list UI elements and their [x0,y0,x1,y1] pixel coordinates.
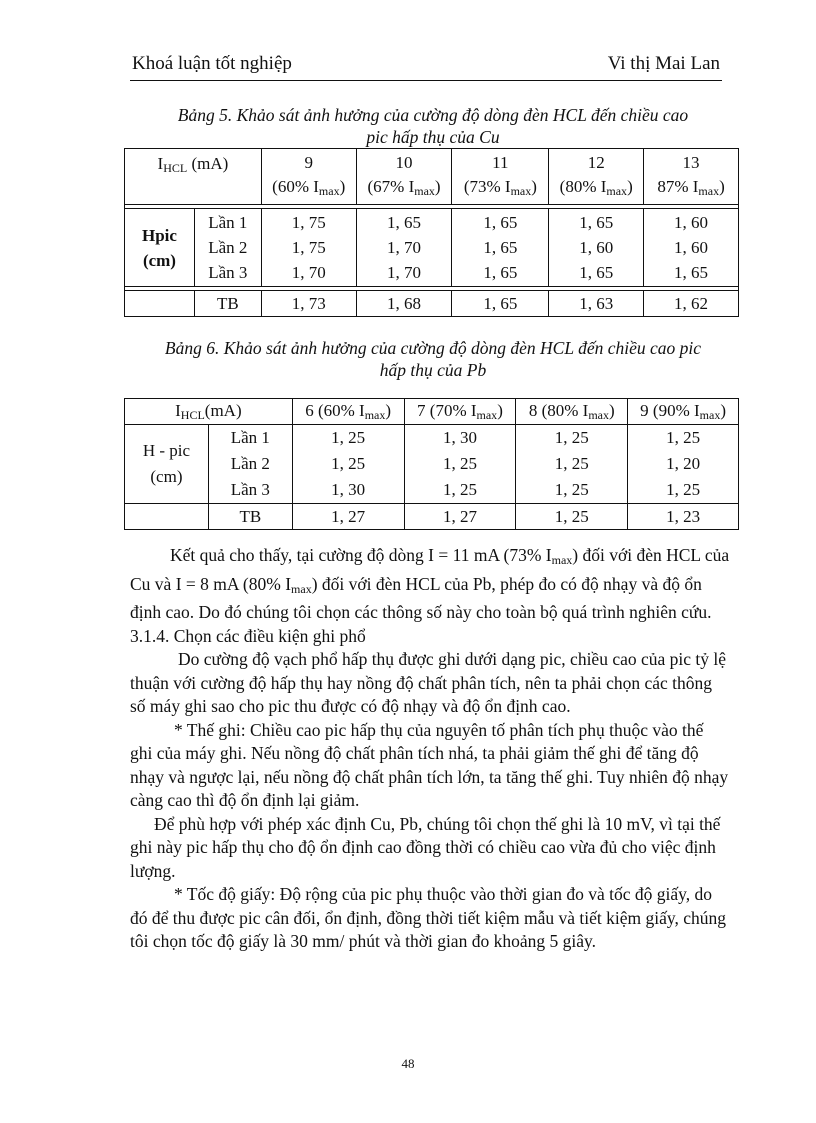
table5-col-note [646,175,736,203]
col-pre: 9 (90% I [640,400,700,420]
run-label: Lần 1 [208,213,248,232]
table6-corner-sub: HCL [180,407,205,422]
table5-col-value: 11 [492,152,509,172]
col-post: ) [720,400,726,420]
col-sub: max [476,407,498,422]
table6-average-value: 1, 25 [516,504,628,530]
note-post: ) [627,176,633,196]
run-label: Lần 3 [208,263,248,282]
run-label: Lần 1 [230,428,270,447]
table5-average-label: TB [194,291,261,317]
table5-average-value: 1, 65 [452,291,549,317]
value: 1, 65 [483,213,518,232]
table5-corner-cell [125,149,262,205]
value: 1, 75 [291,213,326,232]
value: 1, 75 [291,238,326,257]
table5-average-blank [125,291,195,317]
table6-run-labels [208,425,292,504]
table6-value-cell [628,425,739,504]
note-post: ) [719,176,725,196]
table6-runs-row [125,425,739,504]
value: 1, 70 [387,263,422,282]
table5-col-note [551,175,641,203]
table6 [124,398,739,530]
p1-sub2: max [291,581,312,596]
table6-average-label: TB [208,504,292,530]
value: 1, 65 [387,213,422,232]
note-sub: max [414,183,435,198]
note-pre: 87% I [657,176,699,196]
value: 1, 25 [554,428,589,447]
col-pre: 7 (70% I [417,400,477,420]
section-heading: 3.1.4. Chọn các điều kiện ghi phổ [130,625,366,646]
row-group-label-line2: (cm) [150,467,183,486]
col-pre: 6 (60% I [305,400,365,420]
note-sub: max [606,183,628,198]
p1-a: Kết quả cho thấy, tại cường độ dòng I = 11 mA (73% I [170,545,552,565]
value: 1, 60 [674,238,709,257]
note-post: ) [434,176,441,196]
value: 1, 60 [579,238,614,257]
table6-average-blank [125,504,209,530]
table6-caption-line2: hấp thụ của Pb [379,360,487,380]
value: 1, 25 [442,480,477,499]
row-group-label-line1: H - pic [142,441,191,460]
table6-average-value: 1, 23 [628,504,739,530]
value: 1, 65 [674,263,709,282]
value: 1, 60 [674,213,709,232]
table5-runs-row [125,209,739,287]
table5-corner-unit: (mA) [187,154,229,173]
table5-caption [130,104,736,148]
table5-header-row [125,149,739,205]
table6-caption [130,337,736,381]
header-rule [130,80,722,81]
table6-average-value: 1, 27 [292,504,404,530]
table5-col-header [356,149,452,205]
table6-caption-line1: Bảng 6. Khảo sát ảnh hưởng của cường độ dòng đèn HCL đến chiều cao pic [164,338,702,358]
row-group-label-line1: Hpic [141,225,177,245]
table5-value-cell [644,209,739,287]
table5-col-value: 9 [304,152,313,172]
p1-c: ) đối với đèn HCL của Pb, phép đo có độ nhạy và độ ổn định cao. Do đó chúng tôi chọn các thông số này cho toàn bộ quá trình nghiên cứu. [130,573,712,622]
table6-col-header [404,399,516,425]
running-header-author: Vi thị Mai Lan [607,53,720,74]
note-pre: (67% I [367,176,415,196]
table5-corner-label: I [157,154,164,173]
table5-average-row [125,291,739,317]
table5-average-value: 1, 68 [356,291,452,317]
table5-value-cell [261,209,356,287]
table5-run-labels [194,209,261,287]
table5-average-value: 1, 63 [549,291,644,317]
value: 1, 25 [331,428,366,447]
table5-caption-line2: pic hấp thụ của Cu [366,127,500,147]
table6-corner-unit: (mA) [204,400,242,420]
table5-row-group-label [125,209,195,287]
table5-col-value: 13 [682,152,700,172]
table5 [124,148,739,317]
note-sub: max [698,183,720,198]
note-pre: (80% I [559,176,607,196]
value: 1, 70 [291,263,326,282]
value: 1, 25 [666,480,701,499]
value: 1, 65 [579,263,614,282]
value: 1, 25 [331,454,366,473]
table5-col-header [549,149,644,205]
value: 1, 70 [387,238,422,257]
page-number: 48 [401,1056,415,1071]
table6-col-header [516,399,628,425]
table5-col-header [644,149,739,205]
table6-corner-label: I [175,400,181,420]
note-pre: (73% I [463,176,511,196]
value: 1, 65 [579,213,614,232]
value: 1, 30 [331,480,366,499]
paragraph-results [130,544,730,625]
p1-sub1: max [551,553,573,567]
table5-col-header [452,149,549,205]
paragraph-conditions: Do cường độ vạch phổ hấp thụ được ghi dưới dạng pic, chiều cao của pic tỷ lệ thuận với cường độ hấp thụ hay nồng độ chất phân tích, nên ta phải chọn các thông số máy ghi sao cho pic thu được có độ nhạy và độ ổn định cao. [130,649,727,716]
table5-col-note [454,175,546,203]
table5-value-cell [356,209,452,287]
paragraph-the-ghi: * Thế ghi: Chiều cao pic hấp thụ của nguyên tố phân tích phụ thuộc vào thế ghi của máy ghi. Nếu nồng độ chất phân tích nhá, ta phải giảm thế ghi để tăng độ nhạy và ngược lại, nếu nồng độ chất phân tích lớn, ta tăng thế ghi. Tuy nhiên độ nhạy càng cao thì độ ổn định lại giảm. [130,719,729,810]
table5-corner-sub: HCL [163,161,188,175]
table6-average-row [125,504,739,530]
run-label: Lần 3 [230,480,270,499]
running-header-title: Khoá luận tốt nghiệp [132,53,292,74]
value: 1, 25 [666,428,701,447]
table5-average-value: 1, 62 [644,291,739,317]
value: 1, 25 [442,454,477,473]
value: 1, 25 [554,480,589,499]
table6-row-group-label [125,425,209,504]
table5-value-cell [549,209,644,287]
value: 1, 65 [483,263,518,282]
table5-col-value: 12 [587,152,605,172]
col-post: ) [385,400,392,420]
table5-caption-line1: Bảng 5. Khảo sát ảnh hưởng của cường độ dòng đèn HCL đến chiều cao [177,105,689,125]
table6-col-header [628,399,739,425]
note-pre: (60% I [272,176,319,196]
table5-value-cell [452,209,549,287]
table5-col-note [264,175,354,203]
table6-corner-cell [125,399,293,425]
paragraph-toc-do-giay: * Tốc độ giấy: Độ rộng của pic phụ thuộc vào thời gian đo và tốc độ giấy, do đó để thu được pic cân đối, ổn định, đồng thời tiết kiệm mẫu và tiết kiệm giấy, chúng tôi chọn tốc độ giấy là 30 mm/ phút và thời gian đo khoảng 5 giây. [130,884,726,951]
row-group-label-line2: (cm) [142,250,176,270]
col-sub: max [699,407,721,422]
table6-value-cell [516,425,628,504]
p1-b: ) đối với đèn HCL của Cu và I = 8 mA (80% I [130,545,730,594]
table6-value-cell [404,425,516,504]
table5-col-note [359,175,450,203]
col-sub: max [364,407,386,422]
table6-header-row [125,399,739,425]
table5-col-header [261,149,356,205]
run-label: Lần 2 [230,454,270,473]
col-sub: max [588,407,609,422]
table5-average-value: 1, 73 [261,291,356,317]
table6-col-header [292,399,404,425]
note-sub: max [510,183,532,198]
value: 1, 65 [483,238,518,257]
table6-value-cell [292,425,404,504]
col-pre: 8 (80% I [528,400,589,420]
value: 1, 30 [442,428,477,447]
table6-average-value: 1, 27 [404,504,516,530]
paragraph-cu-pb: Để phù hợp với phép xác định Cu, Pb, chúng tôi chọn thế ghi là 10 mV, vì tại thế ghi này pic hấp thụ cho độ ổn định cao đồng thời có chiều cao vừa đủ cho việc định lượng. [130,813,721,881]
col-post: ) [497,400,503,420]
col-post: ) [609,400,615,420]
note-sub: max [318,183,340,198]
value: 1, 20 [666,454,701,473]
body-text [130,544,730,954]
note-post: ) [339,176,346,196]
run-label: Lần 2 [208,238,248,257]
note-post: ) [531,176,537,196]
value: 1, 25 [554,454,589,473]
table5-col-value: 10 [395,152,413,172]
